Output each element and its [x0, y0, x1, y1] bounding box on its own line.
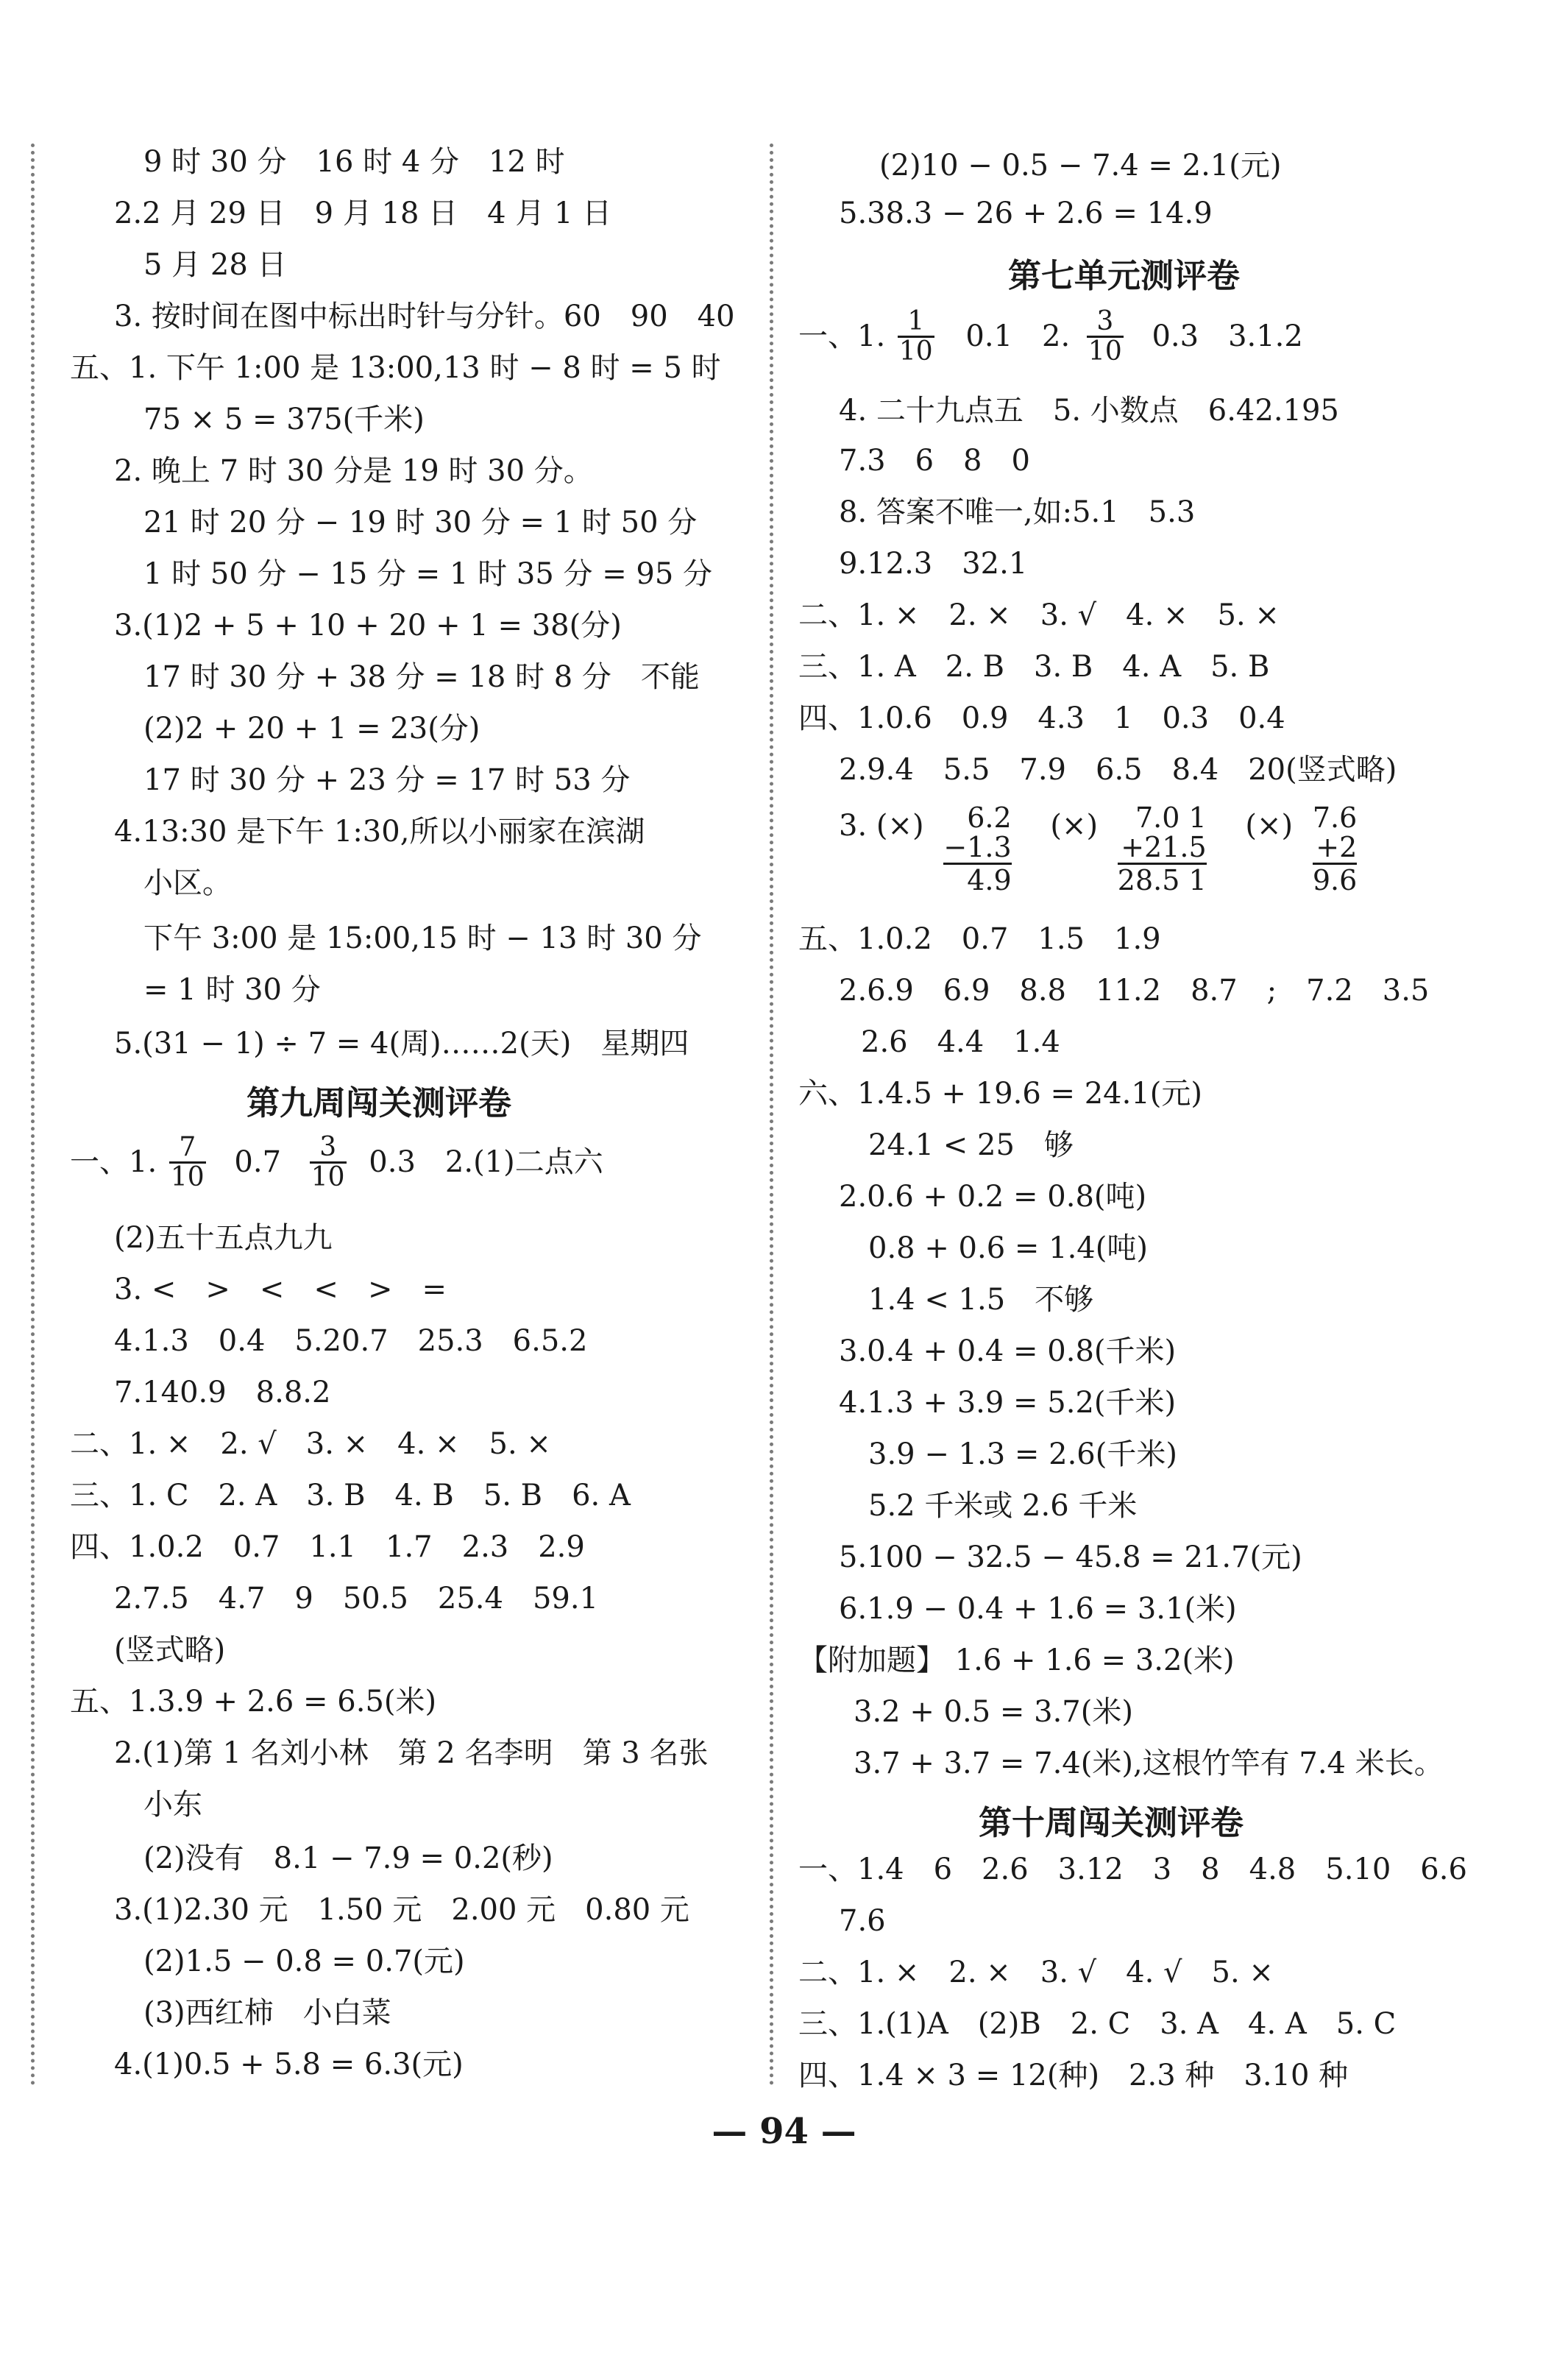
- answer-line: (2)没有 8.1 − 7.9 = 0.2(秒): [143, 1841, 553, 1875]
- answer-line: 4.1.3 + 3.9 = 5.2(千米): [839, 1386, 1177, 1420]
- answer-line-with-fractions: [798, 308, 1303, 366]
- answer-line: 3.0.4 + 0.4 = 0.8(千米): [839, 1334, 1177, 1368]
- answer-line: 2.(1)第 1 名刘小林 第 2 名李明 第 3 名张: [114, 1736, 709, 1770]
- answer-line: 3.(1)2.30 元 1.50 元 2.00 元 0.80 元: [114, 1893, 689, 1927]
- answer-line: 0.8 + 0.6 = 1.4(吨): [868, 1231, 1148, 1265]
- answer-line: 2.0.6 + 0.2 = 0.8(吨): [839, 1180, 1147, 1214]
- answer-line: 二、1. × 2. × 3. √ 4. √ 5. ×: [798, 1956, 1274, 1989]
- answer-line: 5.100 − 32.5 − 45.8 = 21.7(元): [839, 1540, 1302, 1574]
- section-heading-unit7: 第七单元测评卷: [1008, 256, 1241, 295]
- answer-line: 5.2 千米或 2.6 千米: [868, 1489, 1138, 1523]
- answer-label: 一、1.: [798, 319, 886, 354]
- answer-line: 4.(1)0.5 + 5.8 = 6.3(元): [114, 2048, 464, 2081]
- answer-line: 2.7.5 4.7 9 50.5 25.4 59.1: [114, 1582, 599, 1616]
- check-mark: (×): [1245, 809, 1294, 843]
- answer-line: 4. 二十九点五 5. 小数点 6.42.195: [839, 394, 1339, 428]
- answer-text: 0.3 2.(1)二点六: [369, 1145, 603, 1180]
- answer-line: 7.6: [839, 1904, 886, 1938]
- answer-line: 6.1.9 − 0.4 + 1.6 = 3.1(米): [839, 1592, 1237, 1626]
- answer-line: 3.7 + 3.7 = 7.4(米),这根竹竿有 7.4 米长。: [854, 1747, 1444, 1780]
- answer-line: 3.2 + 0.5 = 3.7(米): [854, 1695, 1133, 1729]
- answer-line: 3. 按时间在图中标出时针与分针。60 90 40: [114, 300, 735, 333]
- answer-line: 9 时 30 分 16 时 4 分 12 时: [143, 145, 565, 179]
- answer-line: 下午 3:00 是 15:00,15 时 − 13 时 30 分: [143, 921, 702, 955]
- bonus-question-line: 【附加题】 1.6 + 1.6 = 3.2(米): [798, 1643, 1235, 1677]
- answer-line: 1 时 50 分 − 15 分 = 1 时 35 分 = 95 分: [143, 557, 713, 591]
- answer-line-with-fractions: [70, 1133, 603, 1192]
- answer-line: 5 月 28 日: [143, 248, 287, 282]
- answer-line: 17 时 30 分 + 38 分 = 18 时 8 分 不能: [143, 660, 700, 694]
- answer-line: (3)西红柿 小白菜: [143, 1996, 391, 2030]
- answer-line: 二、1. × 2. √ 3. × 4. × 5. ×: [70, 1427, 551, 1461]
- answer-line: 2.9.4 5.5 7.9 6.5 8.4 20(竖式略): [839, 753, 1397, 787]
- answer-line: (2)五十五点九九: [114, 1221, 333, 1255]
- section-heading-week10: 第十周闯关测评卷: [979, 1803, 1244, 1842]
- answer-line: 75 × 5 = 375(千米): [143, 403, 425, 436]
- fraction-3-10: $\frac{3}{10}$: [1088, 306, 1122, 367]
- answer-line: 四、1.0.2 0.7 1.1 1.7 2.3 2.9: [70, 1530, 585, 1564]
- answer-label: 3.: [839, 809, 868, 843]
- answer-line: 六、1.4.5 + 19.6 = 24.1(元): [798, 1077, 1203, 1111]
- answer-line: 五、1.3.9 + 2.6 = 6.5(米): [70, 1685, 437, 1719]
- answer-line: 四、1.4 × 3 = 12(种) 2.3 种 3.10 种: [798, 2059, 1349, 2092]
- answer-line: 1.4 < 1.5 不够: [868, 1283, 1094, 1317]
- check-mark: (×): [1050, 809, 1099, 843]
- answer-line: 17 时 30 分 + 23 分 = 17 时 53 分: [143, 763, 631, 797]
- answer-line: 4.13:30 是下午 1:30,所以小丽家在滨湖: [114, 815, 645, 849]
- answer-line: 7.140.9 8.8.2: [114, 1376, 331, 1409]
- answer-line: 三、1. A 2. B 3. B 4. A 5. B: [798, 650, 1270, 684]
- answer-line: 3.(1)2 + 5 + 10 + 20 + 1 = 38(分): [114, 609, 622, 643]
- answer-line: 2.6.9 6.9 8.8 11.2 8.7 ; 7.2 3.5: [839, 974, 1430, 1008]
- answer-line: 2. 晚上 7 时 30 分是 19 时 30 分。: [114, 454, 593, 488]
- answer-line: 一、1.4 6 2.6 3.12 3 8 4.8 5.10 6.6: [798, 1853, 1467, 1886]
- answer-line: 五、1. 下午 1:00 是 13:00,13 时 − 8 时 = 5 时: [70, 351, 721, 385]
- fraction-1-10: $\frac{1}{10}$: [898, 306, 933, 367]
- answer-line: 8. 答案不唯一,如:5.1 5.3: [839, 495, 1196, 529]
- answer-label: 一、1.: [70, 1145, 157, 1180]
- answer-line: (2)10 − 0.5 − 7.4 = 2.1(元): [879, 149, 1282, 183]
- vertical-subtraction: 6.2 −1.3 4.9: [943, 802, 1012, 896]
- answer-line: 5.(31 − 1) ÷ 7 = 4(周)……2(天) 星期四: [114, 1027, 689, 1061]
- answer-line: (2)1.5 − 0.8 = 0.7(元): [143, 1945, 465, 1978]
- answer-line: 小东: [143, 1788, 202, 1822]
- section-heading-week9: 第九周闯关测评卷: [246, 1083, 512, 1122]
- vertical-addition: 7.6 +2 9.6: [1312, 802, 1358, 896]
- answer-line: 21 时 20 分 − 19 时 30 分 = 1 时 50 分: [143, 506, 698, 539]
- answer-line: 4.1.3 0.4 5.20.7 25.3 6.5.2: [114, 1324, 588, 1358]
- answer-line: 三、1. C 2. A 3. B 4. B 5. B 6. A: [70, 1479, 631, 1512]
- answer-line: 二、1. × 2. × 3. √ 4. × 5. ×: [798, 598, 1280, 632]
- answer-line: 3.9 − 1.3 = 2.6(千米): [868, 1437, 1177, 1471]
- answer-line: (竖式略): [114, 1633, 226, 1667]
- answer-line: 五、1.0.2 0.7 1.5 1.9: [798, 922, 1161, 956]
- answer-text: 0.1 2.: [965, 319, 1071, 354]
- fraction-3-10: $\frac{3}{10}$: [311, 1132, 345, 1192]
- answer-line: 三、1.(1)A (2)B 2. C 3. A 4. A 5. C: [798, 2007, 1397, 2041]
- answer-line: 四、1.0.6 0.9 4.3 1 0.3 0.4: [798, 701, 1285, 735]
- left-margin-dotted-rule: [31, 144, 35, 2087]
- page-number: — 94 —: [712, 2111, 856, 2152]
- answer-line: 5.38.3 − 26 + 2.6 = 14.9: [839, 197, 1213, 230]
- vertical-calculations: [839, 804, 1386, 896]
- answer-line: 3. < > < < > =: [114, 1273, 447, 1306]
- answer-line: 小区。: [143, 866, 232, 900]
- answer-line: = 1 时 30 分: [143, 973, 321, 1007]
- center-dotted-rule: [770, 144, 773, 2087]
- answer-line: 2.6 4.4 1.4: [861, 1025, 1060, 1059]
- answer-line: (2)2 + 20 + 1 = 23(分): [143, 712, 480, 746]
- answer-line: 7.3 6 8 0: [839, 444, 1030, 478]
- answer-text: 0.3 3.1.2: [1152, 319, 1303, 354]
- answer-line: 9.12.3 32.1: [839, 547, 1028, 581]
- check-mark: (×): [876, 809, 924, 843]
- answer-line: 2.2 月 29 日 9 月 18 日 4 月 1 日: [114, 197, 612, 230]
- fraction-7-10: $\frac{7}{10}$: [170, 1132, 205, 1192]
- answer-line: 24.1 < 25 够: [868, 1128, 1074, 1162]
- answer-text: 0.7: [234, 1145, 282, 1180]
- vertical-addition: 7.0 1 +21.5 28.5 1: [1117, 802, 1207, 896]
